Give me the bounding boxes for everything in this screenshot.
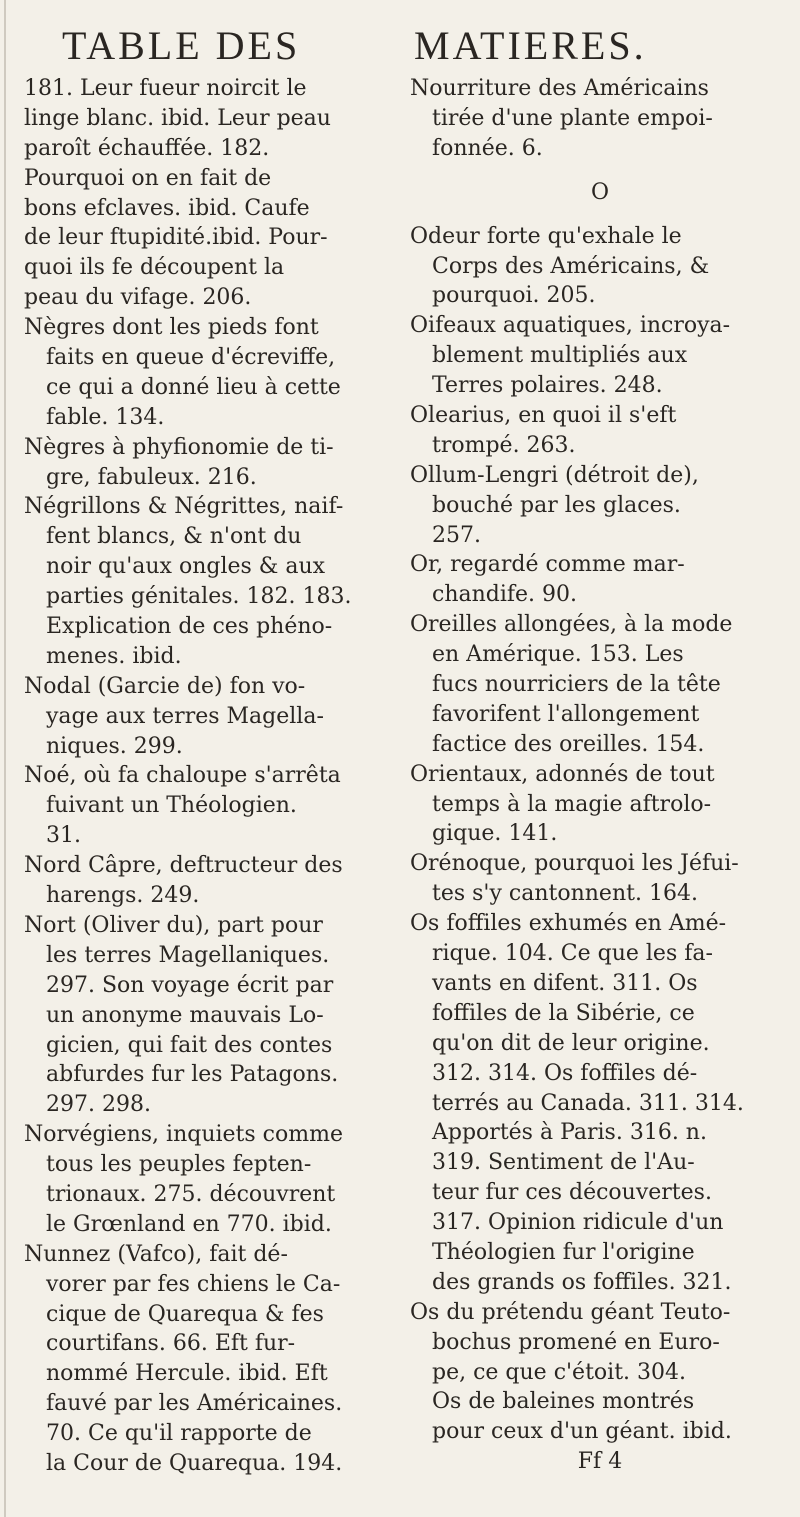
index-line: Pourquoi on en fait de bbox=[24, 165, 272, 191]
index-line: Orientaux, adonnés de tout bbox=[410, 761, 715, 787]
index-line: de leur ftupidité.ibid. Pour- bbox=[24, 225, 328, 251]
section-spacer bbox=[410, 164, 790, 178]
index-line: Apportés à Paris. 316. n. bbox=[432, 1120, 707, 1146]
index-line: Olearius, en quoi il s'eft bbox=[410, 403, 677, 429]
index-line: les terres Magellaniques. bbox=[46, 942, 330, 968]
index-line: yage aux terres Magella- bbox=[46, 703, 324, 729]
index-line: Nord Câpre, deftructeur des bbox=[24, 853, 343, 879]
index-entries-o bbox=[410, 222, 790, 1448]
index-line: terrés au Canada. 311. 314. bbox=[432, 1090, 744, 1116]
index-line: Corps des Américains, & bbox=[432, 253, 710, 279]
index-line: linge blanc. ibid. Leur peau bbox=[24, 105, 331, 131]
index-line: fucs nourriciers de la tête bbox=[432, 672, 721, 698]
index-line: 31. bbox=[46, 823, 81, 849]
index-line: ce qui a donné lieu à cette bbox=[46, 374, 341, 400]
index-line: 297. Son voyage écrit par bbox=[46, 972, 334, 998]
index-line: 181. Leur fueur noircit le bbox=[24, 76, 307, 101]
index-line: trionaux. 275. découvrent bbox=[46, 1181, 336, 1207]
index-line: teur fur ces découvertes. bbox=[432, 1180, 712, 1206]
index-line: peau du vifage. 206. bbox=[24, 285, 252, 311]
index-line: paroît échauffée. 182. bbox=[24, 135, 270, 161]
index-line: 297. 298. bbox=[46, 1092, 151, 1118]
index-line: Orénoque, pourquoi les Jéfui- bbox=[410, 851, 739, 877]
section-letter-heading: O bbox=[590, 179, 610, 205]
index-line: fable. 134. bbox=[46, 404, 165, 430]
index-line: Odeur forte qu'exhale le bbox=[410, 223, 682, 249]
index-line: des grands os foffiles. 321. bbox=[432, 1269, 732, 1295]
index-line: Noé, où fa chaloupe s'arrêta bbox=[24, 763, 341, 789]
index-line: Nourriture des Américains bbox=[410, 76, 709, 101]
index-line: pe, ce que c'étoit. 304. bbox=[432, 1359, 687, 1385]
index-line: fauvé par les Américaines. bbox=[46, 1391, 343, 1417]
index-line: quoi ils fe découpent la bbox=[24, 255, 285, 281]
index-line: Négrillons & Négrittes, naif- bbox=[24, 494, 344, 520]
index-line: nommé Hercule. ibid. Eft bbox=[46, 1361, 328, 1387]
index-line: menes. ibid. bbox=[46, 643, 182, 669]
index-line: pourquoi. 205. bbox=[432, 283, 596, 309]
index-line: blement multipliés aux bbox=[432, 343, 688, 369]
index-line: 312. 314. Os foffiles dé- bbox=[432, 1060, 698, 1086]
index-line: trompé. 263. bbox=[432, 432, 576, 458]
index-line: un anonyme mauvais Lo- bbox=[46, 1002, 324, 1028]
index-line: qu'on dit de leur origine. bbox=[432, 1030, 710, 1056]
index-line: abfurdes fur les Patagons. bbox=[46, 1062, 339, 1088]
index-line: factice des oreilles. 154. bbox=[432, 731, 705, 757]
index-line: Nunnez (Vafco), fait dé- bbox=[24, 1241, 288, 1267]
index-line: noir qu'aux ongles & aux bbox=[46, 554, 326, 580]
index-line: favorifent l'allongement bbox=[432, 701, 700, 727]
index-line: Oreilles allongées, à la mode bbox=[410, 612, 733, 638]
index-line: fonnée. 6. bbox=[432, 135, 543, 161]
index-line: Norvégiens, inquiets comme bbox=[24, 1122, 343, 1148]
index-line: Oifeaux aquatiques, incroya- bbox=[410, 313, 731, 339]
index-column-left bbox=[24, 74, 382, 1479]
index-column-right bbox=[410, 74, 790, 1477]
index-line: le Grœnland en 770. ibid. bbox=[46, 1211, 332, 1237]
index-line: vorer par fes chiens le Ca- bbox=[46, 1271, 341, 1297]
index-line: foffiles de la Sibérie, ce bbox=[432, 1000, 695, 1026]
index-line: 319. Sentiment de l'Au- bbox=[432, 1150, 695, 1176]
index-line: fuivant un Théologien. bbox=[46, 793, 297, 819]
index-line: cique de Quarequa & fes bbox=[46, 1301, 324, 1327]
index-line: gicien, qui fait des contes bbox=[46, 1032, 333, 1058]
index-line: 317. Opinion ridicule d'un bbox=[432, 1210, 724, 1236]
index-line: Théologien fur l'origine bbox=[432, 1239, 695, 1265]
index-line: harengs. 249. bbox=[46, 883, 200, 909]
section-spacer bbox=[410, 208, 790, 222]
index-line: tes s'y cantonnent. 164. bbox=[432, 881, 698, 907]
index-line: 70. Ce qu'il rapporte de bbox=[46, 1421, 312, 1447]
index-line: faits en queue d'écreviffe, bbox=[46, 345, 336, 371]
index-line: Ollum-Lengri (détroit de), bbox=[410, 462, 699, 488]
running-header-left: TABLE DES bbox=[62, 23, 301, 68]
index-line: niques. 299. bbox=[46, 733, 183, 759]
index-line: Os foffiles exhumés en Amé- bbox=[410, 911, 727, 937]
index-line: Or, regardé comme mar- bbox=[410, 552, 685, 578]
index-line: courtifans. 66. Eft fur- bbox=[46, 1331, 296, 1357]
index-line: Terres polaires. 248. bbox=[432, 373, 663, 399]
index-line: rique. 104. Ce que les fa- bbox=[432, 941, 713, 967]
index-line: pour ceux d'un géant. ibid. bbox=[432, 1419, 732, 1445]
index-line: gique. 141. bbox=[432, 821, 558, 847]
index-line: bons efclaves. ibid. Caufe bbox=[24, 195, 310, 221]
index-line: vants en difent. 311. Os bbox=[432, 970, 698, 996]
index-line: la Cour de Quarequa. 194. bbox=[46, 1450, 343, 1476]
index-line: Explication de ces phéno- bbox=[46, 614, 333, 640]
running-header-right: MATIERES. bbox=[414, 23, 647, 68]
index-line: 257. bbox=[432, 522, 481, 548]
index-line: tirée d'une plante empoi- bbox=[432, 105, 713, 131]
index-line: Os de baleines montrés bbox=[432, 1389, 695, 1415]
index-line: Nègres dont les pieds font bbox=[24, 315, 319, 341]
index-entries-n-end bbox=[410, 74, 790, 164]
index-line: Nodal (Garcie de) fon vo- bbox=[24, 673, 306, 699]
index-line: Nort (Oliver du), part pour bbox=[24, 912, 323, 938]
index-line: en Amérique. 153. Les bbox=[432, 642, 684, 668]
index-line: tous les peuples fepten- bbox=[46, 1152, 312, 1178]
index-line: Nègres à phyfionomie de ti- bbox=[24, 434, 334, 460]
index-line: bochus promené en Euro- bbox=[432, 1329, 720, 1355]
index-line: temps à la magie aftrolo- bbox=[432, 791, 712, 817]
page-edge-rule bbox=[4, 0, 6, 1517]
index-line: Os du prétendu géant Teuto- bbox=[410, 1299, 731, 1325]
index-line: bouché par les glaces. bbox=[432, 492, 681, 518]
signature-mark: Ff 4 bbox=[577, 1449, 623, 1475]
index-line: chandife. 90. bbox=[432, 582, 578, 608]
index-line: gre, fabuleux. 216. bbox=[46, 464, 257, 490]
index-line: parties génitales. 182. 183. bbox=[46, 584, 352, 610]
index-line: fent blancs, & n'ont du bbox=[46, 524, 302, 550]
